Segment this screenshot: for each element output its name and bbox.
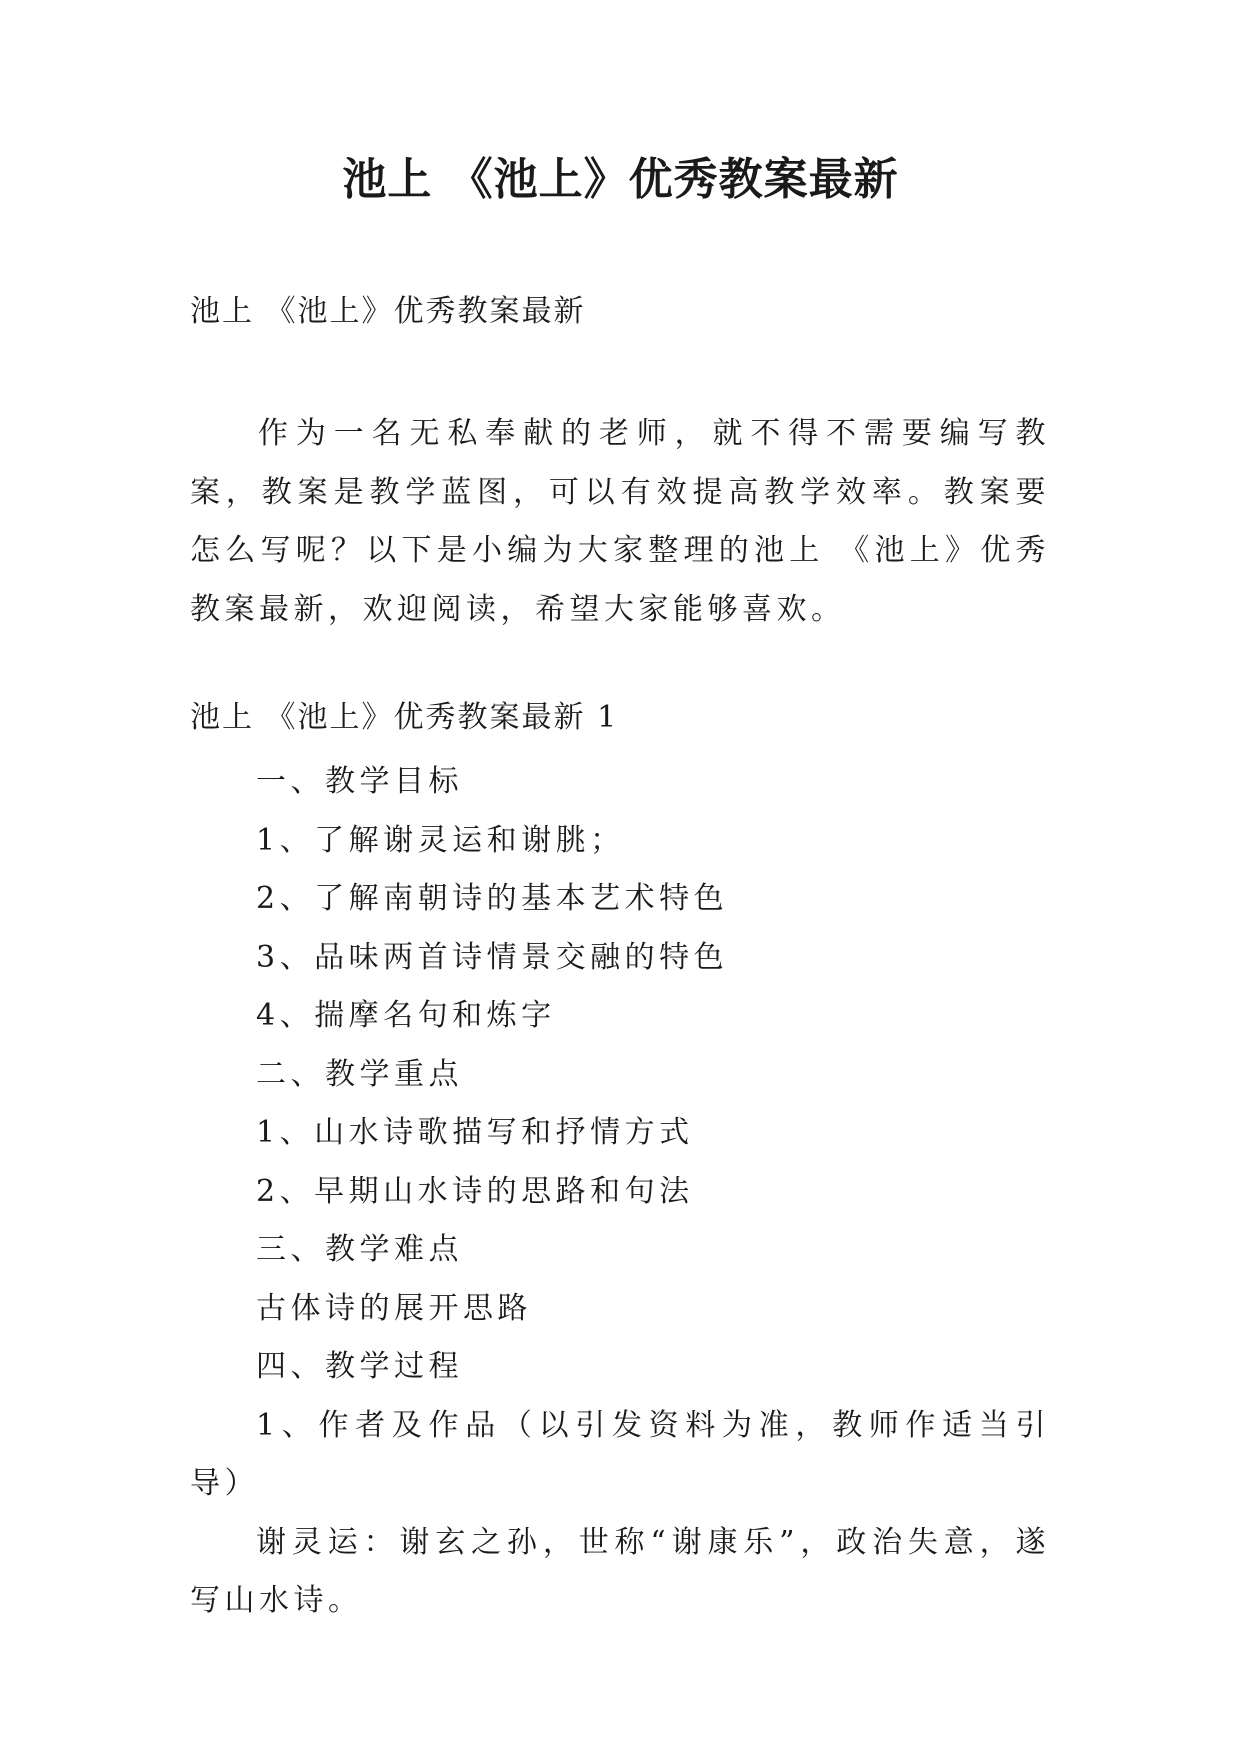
intro-paragraph: 作为一名无私奉献的老师，就不得不需要编写教案，教案是教学蓝图，可以有效提高教学效率。教案要怎么写呢？以下是小编为大家整理的池上 《池上》优秀教案最新，欢迎阅读，希望大家能够喜欢。	[190, 416, 1050, 627]
outline-item: 1、了解谢灵运和谢朓；	[256, 822, 625, 858]
outline-item: 3、品味两首诗情景交融的特色	[256, 939, 729, 975]
outline-item: 1、山水诗歌描写和抒情方式	[256, 1115, 694, 1150]
outline-heading-key-points: 二、教学重点	[256, 1056, 463, 1092]
outline-item: 2、了解南朝诗的基本艺术特色	[256, 881, 729, 916]
outline-item: 古体诗的展开思路	[256, 1290, 532, 1326]
outline-item: 1、作者及作品（以引发资料为准，教师作适当引导）	[190, 1407, 1050, 1501]
outline-heading-objectives: 一、教学目标	[256, 764, 463, 799]
outline-item: 4、揣摩名句和炼字	[256, 998, 556, 1033]
outline-paragraph: 谢灵运：谢玄之孙，世称“谢康乐”，政治失意，遂写山水诗。	[190, 1524, 1050, 1618]
lesson-outline	[190, 753, 1050, 1631]
document-subtitle: 池上 《池上》优秀教案最新	[190, 294, 586, 329]
outline-heading-difficulties: 三、教学难点	[256, 1232, 463, 1267]
document-title: 池上 《池上》优秀教案最新	[342, 154, 899, 205]
section-title: 池上 《池上》优秀教案最新 1	[190, 700, 619, 735]
outline-item: 2、早期山水诗的思路和句法	[256, 1173, 694, 1209]
outline-heading-process: 四、教学过程	[256, 1349, 463, 1384]
